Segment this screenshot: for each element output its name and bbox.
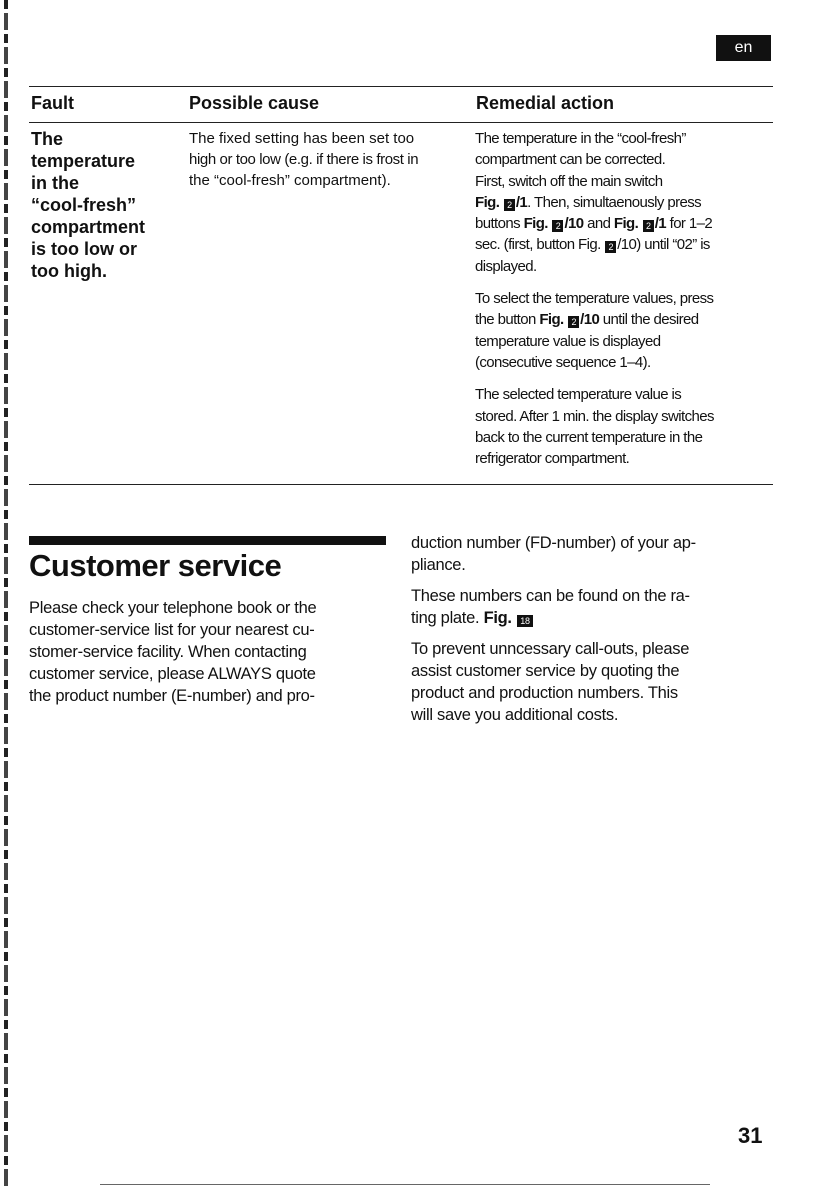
remedy-text: temperature value is displayed <box>475 332 661 350</box>
fault-line: is too low or <box>31 239 137 259</box>
remedy-text: for 1–2 <box>669 215 713 233</box>
right-paragraph-2 <box>411 585 773 629</box>
remedy-text: and <box>587 215 611 233</box>
remedy-text: displayed. <box>475 257 537 275</box>
fig-ref: /1 <box>515 193 528 211</box>
remedy-paragraph-1 <box>475 128 775 277</box>
language-badge: en <box>716 35 771 61</box>
remedy-text: First, switch off the main switch <box>475 172 663 190</box>
text-line: pliance. <box>411 556 466 574</box>
remedy-paragraph-2 <box>475 288 775 373</box>
cause-line: high or too low (e.g. if there is frost in <box>189 151 419 168</box>
text-line: ting plate. <box>411 609 480 627</box>
text-line: duction number (FD-number) of your ap- <box>411 534 696 552</box>
fig-number-box: 2 <box>552 220 563 232</box>
section-title: Customer service <box>29 548 282 583</box>
right-paragraph-3 <box>411 638 773 726</box>
remedy-text: stored. After 1 min. the display switches <box>475 407 714 425</box>
fault-line: “cool-fresh” <box>31 195 137 215</box>
text-line: customer service, please ALWAYS quote <box>29 665 316 683</box>
fig-number-box: 2 <box>504 199 515 211</box>
cause-line: The fixed setting has been set too <box>189 130 415 147</box>
fig-ref: /10 <box>580 311 600 329</box>
fig-number-box: 2 <box>643 220 654 232</box>
footer-rule <box>100 1184 710 1185</box>
fig-label: Fig. <box>523 215 548 233</box>
text-line: stomer-service facility. When contacting <box>29 643 307 661</box>
remedy-text: (consecutive sequence 1–4). <box>475 353 651 371</box>
text-line: will save you additional costs. <box>411 706 619 724</box>
remedy-text: The temperature in the “cool-fresh” <box>475 130 686 147</box>
remedy-text: until “02” is <box>644 236 710 254</box>
fault-line: compartment <box>31 217 146 237</box>
fig-number-box: 2 <box>568 316 579 328</box>
fault-cell <box>31 128 181 282</box>
page-number: 31 <box>738 1123 763 1148</box>
text-line: To prevent unncessary call-outs, please <box>411 640 690 658</box>
right-paragraph-1 <box>411 532 773 576</box>
cause-cell <box>189 128 474 191</box>
scan-edge <box>4 0 8 1188</box>
header-remedial-action: Remedial action <box>476 93 615 113</box>
remedy-paragraph-3 <box>475 384 775 469</box>
fault-line: in the <box>31 173 79 193</box>
section-heading-bar <box>29 536 386 545</box>
customer-service-left-column <box>29 597 381 707</box>
fault-line: too high. <box>31 261 107 281</box>
fig-label: Fig. <box>483 609 512 627</box>
remedy-text: compartment can be corrected. <box>475 151 666 169</box>
header-fault: Fault <box>31 93 74 113</box>
fig-ref: /10 <box>564 215 584 233</box>
remedy-text: until the desired <box>602 311 699 329</box>
fault-line: The <box>31 129 64 149</box>
remedy-text: refrigerator compartment. <box>475 450 630 468</box>
text-line: These numbers can be found on the ra- <box>411 587 690 605</box>
header-possible-cause: Possible cause <box>189 93 320 113</box>
fig-label: Fig. <box>539 311 564 329</box>
table-bottom-rule <box>29 484 773 485</box>
fig-ref: /1 <box>654 215 667 233</box>
text-line: assist customer service by quoting the <box>411 662 680 680</box>
remedy-text: The selected temperature value is <box>475 386 682 404</box>
customer-service-right-column <box>411 532 773 735</box>
remedy-text: buttons <box>475 215 521 233</box>
remedy-cell <box>475 128 775 480</box>
fig-number-box: 18 <box>517 615 533 627</box>
fig-ref: /10) <box>617 236 641 254</box>
remedy-text: back to the current temperature in the <box>475 428 703 446</box>
remedy-text: the button <box>475 311 536 329</box>
table-top-rule <box>29 86 773 87</box>
text-line: product and production numbers. This <box>411 684 678 702</box>
text-line: Please check your telephone book or the <box>29 599 317 617</box>
fault-line: temperature <box>31 151 136 171</box>
remedy-text: To select the temperature values, press <box>475 290 714 308</box>
text-line: the product number (E-number) and pro- <box>29 687 315 705</box>
remedy-text: sec. (first, button Fig. <box>475 236 601 254</box>
table-header-rule <box>29 122 773 123</box>
fig-label: Fig. <box>613 215 639 233</box>
fig-label: Fig. <box>475 193 500 211</box>
text-line: customer-service list for your nearest cu- <box>29 621 315 639</box>
remedy-text: . Then, simultaenously press <box>527 193 702 211</box>
cause-line: the “cool-fresh” compartment). <box>189 172 391 189</box>
fig-number-box: 2 <box>605 241 616 253</box>
